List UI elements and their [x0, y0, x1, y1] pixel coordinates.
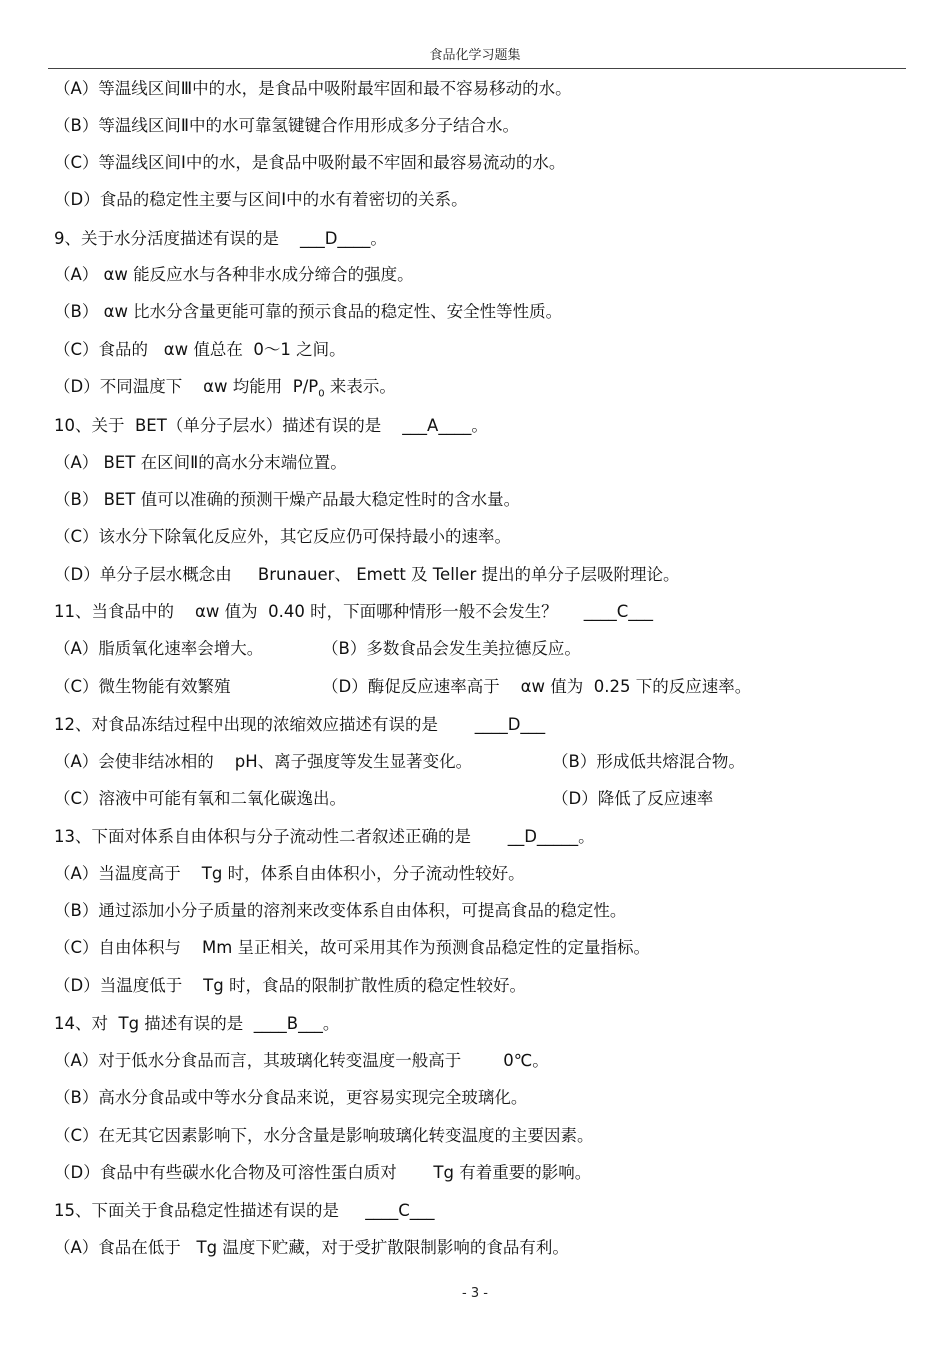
q10-option-d: （D）单分子层水概念由 Brunauer、 Emett 及 Teller 提出的单分子层吸附理论。: [54, 565, 680, 584]
q14-option-c: （C）在无其它因素影响下，水分含量是影响玻璃化转变温度的主要因素。: [54, 1126, 594, 1145]
q11-option-a: （A）脂质氧化速率会增大。: [54, 639, 264, 658]
q9-option-d: [54, 377, 396, 404]
q14-option-d: （D）食品中有些碳水化合物及可溶性蛋白质对 Tg 有着重要的影响。: [54, 1163, 592, 1182]
q10-stem: 10、关于 BET（单分子层水）描述有误的是 ___A____。: [54, 416, 488, 435]
q11-option-d: （D）酶促反应速率高于 αw 值为 0.25 下的反应速率。: [322, 677, 752, 696]
q11-option-c: （C）微生物能有效繁殖: [54, 677, 231, 696]
q8-option-d: （D）食品的稳定性主要与区间Ⅰ中的水有着密切的关系。: [54, 190, 468, 209]
header-divider: [48, 68, 906, 69]
q12-option-a: （A）会使非结冰相的 pH、离子强度等发生显著变化。: [54, 752, 473, 771]
q8-option-a: （A）等温线区间Ⅲ中的水，是食品中吸附最牢固和最不容易移动的水。: [54, 79, 572, 98]
q9-option-a: （A） αw 能反应水与各种非水成分缔合的强度。: [54, 265, 414, 284]
q9-option-d-text: （D）不同温度下 αw 均能用 P/P: [54, 377, 319, 396]
q14-option-b: （B）高水分食品或中等水分食品来说，更容易实现完全玻璃化。: [54, 1088, 528, 1107]
q10-option-a: （A） BET 在区间Ⅱ的高水分末端位置。: [54, 453, 347, 472]
q9-subscript: 0: [318, 388, 325, 400]
q11-option-b: （B）多数食品会发生美拉德反应。: [322, 639, 581, 658]
q13-option-c: （C）自由体积与 Mm 呈正相关，故可采用其作为预测食品稳定性的定量指标。: [54, 938, 651, 957]
q13-option-a: （A）当温度高于 Tg 时，体系自由体积小，分子流动性较好。: [54, 864, 525, 883]
q10-option-c: （C）该水分下除氧化反应外，其它反应仍可保持最小的速率。: [54, 527, 512, 546]
q13-stem: 13、下面对体系自由体积与分子流动性二者叙述正确的是 __D_____。: [54, 827, 595, 846]
q9-stem: 9、关于水分活度描述有误的是 ___D____。: [54, 229, 387, 248]
q8-option-b: （B）等温线区间Ⅱ中的水可靠氢键键合作用形成多分子结合水。: [54, 116, 519, 135]
header-title: 食品化学习题集: [429, 48, 521, 63]
q14-stem: 14、对 Tg 描述有误的是 ____B___。: [54, 1014, 340, 1033]
q10-option-b: （B） BET 值可以准确的预测干燥产品最大稳定性时的含水量。: [54, 490, 521, 509]
q9-option-c: （C）食品的 αw 值总在 0～1 之间。: [54, 340, 346, 359]
q15-option-a: （A）食品在低于 Tg 温度下贮藏，对于受扩散限制影响的食品有利。: [54, 1238, 569, 1257]
q14-option-a: （A）对于低水分食品而言，其玻璃化转变温度一般高于 0℃。: [54, 1051, 549, 1070]
q11-stem: 11、当食品中的 αw 值为 0.40 时，下面哪种情形一般不会发生？ ____C___: [54, 602, 654, 621]
q8-option-c: （C）等温线区间Ⅰ中的水，是食品中吸附最不牢固和最容易流动的水。: [54, 153, 566, 172]
q12-option-b: （B）形成低共熔混合物。: [552, 752, 745, 771]
q9-option-d-suffix: 来表示。: [324, 377, 396, 396]
q15-stem: 15、下面关于食品稳定性描述有误的是 ____C___: [54, 1201, 435, 1220]
q12-option-d: （D）降低了反应速率: [552, 789, 714, 808]
q12-stem: 12、对食品冻结过程中出现的浓缩效应描述有误的是 ____D___: [54, 715, 546, 734]
q13-option-b: （B）通过添加小分子质量的溶剂来改变体系自由体积，可提高食品的稳定性。: [54, 901, 627, 920]
q13-option-d: （D）当温度低于 Tg 时，食品的限制扩散性质的稳定性较好。: [54, 976, 526, 995]
page-number: - 3 -: [462, 1286, 488, 1301]
q12-option-c: （C）溶液中可能有氧和二氧化碳逸出。: [54, 789, 347, 808]
q9-option-b: （B） αw 比水分含量更能可靠的预示食品的稳定性、安全性等性质。: [54, 302, 563, 321]
